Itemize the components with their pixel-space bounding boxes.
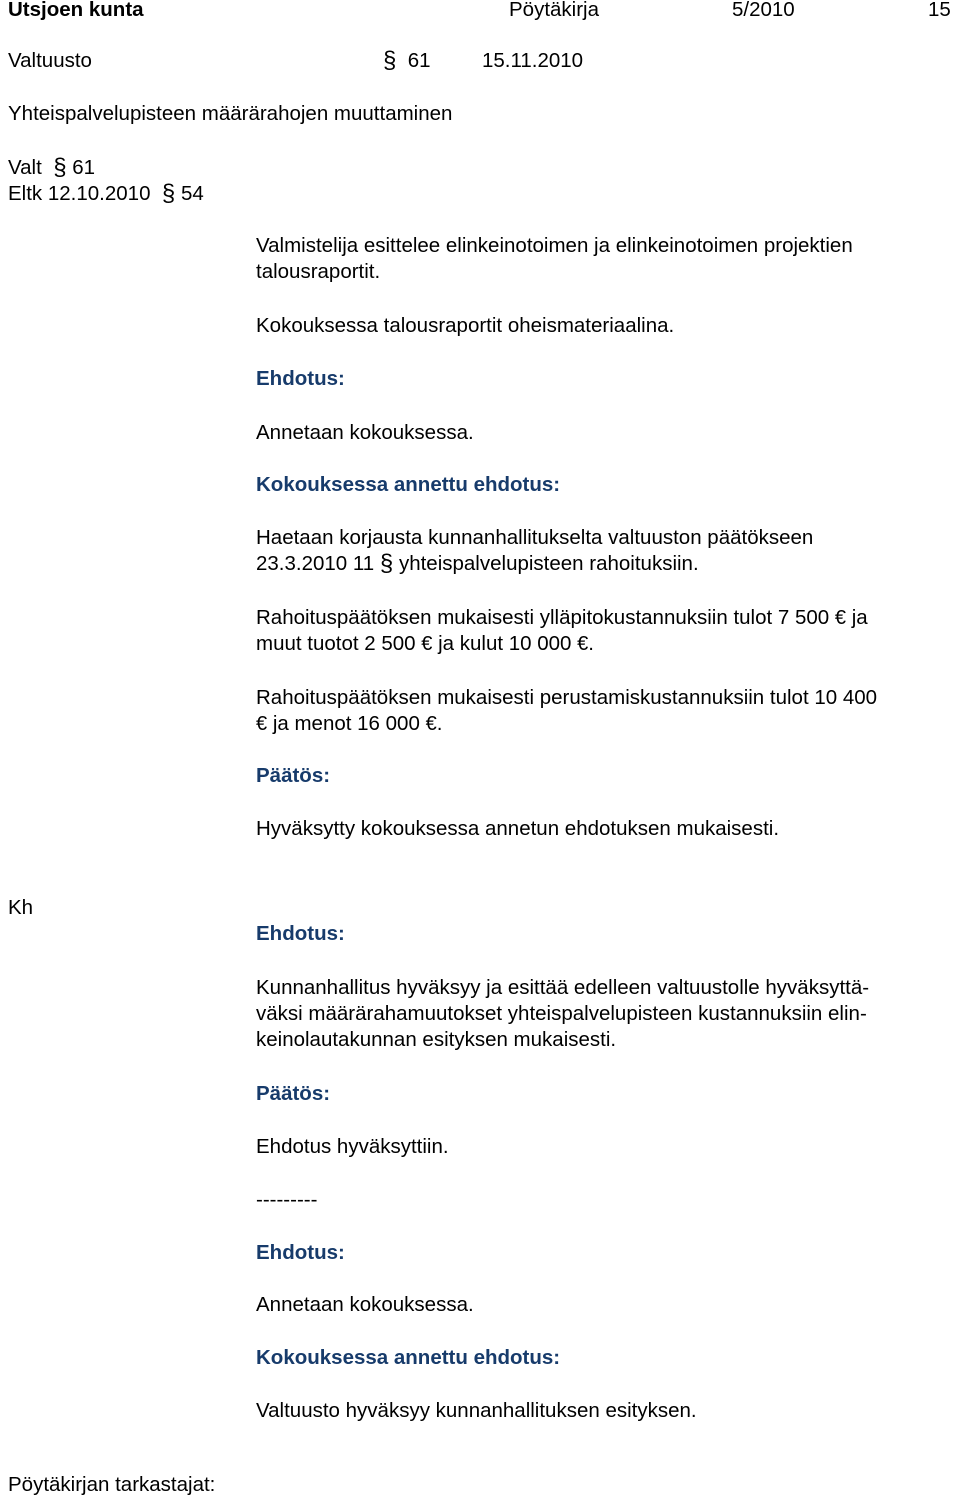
paragraph-line: 23.3.2010 11 § yhteispalvelupisteen rahoituksiin. <box>256 550 699 577</box>
item-subject: Yhteispalvelupisteen määrärahojen muuttaminen <box>8 102 453 125</box>
euro-icon: € <box>425 713 437 735</box>
paragraph-line: talousraportit. <box>256 260 381 283</box>
section-sign-icon: § <box>161 180 176 207</box>
euro-icon: € <box>421 633 433 655</box>
heading-kokouksessa-annettu-ehdotus: Kokouksessa annettu ehdotus: <box>256 473 561 496</box>
paragraph: Valtuusto hyväksyy kunnanhallituksen esityksen. <box>256 1399 697 1422</box>
paragraph-line: Rahoituspäätöksen mukaisesti ylläpitokustannuksiin tulot 7 500 € ja <box>256 606 868 629</box>
section-sign-icon: § <box>383 47 397 74</box>
meeting-body: Valtuusto <box>8 49 92 72</box>
paragraph-line: keinolautakunnan esityksen mukaisesti. <box>256 1028 617 1051</box>
document-type: Pöytäkirja <box>509 0 600 21</box>
heading-ehdotus: Ehdotus: <box>256 1241 345 1264</box>
section-number: § 61 <box>383 47 431 74</box>
euro-icon: € <box>256 713 268 735</box>
divider-dashes: --------- <box>256 1188 318 1211</box>
page-number: 15 <box>928 0 951 21</box>
paragraph-line: Haetaan korjausta kunnanhallitukselta valtuuston päätökseen <box>256 526 814 549</box>
paragraph-line: € ja menot 16 000 €. <box>256 712 443 735</box>
heading-ehdotus: Ehdotus: <box>256 367 345 390</box>
paragraph-line: muut tuotot 2 500 € ja kulut 10 000 €. <box>256 632 594 655</box>
paragraph: Annetaan kokouksessa. <box>256 421 474 444</box>
paragraph-line: väksi määrärahamuutokset yhteispalvelupisteen kustannuksiin elin- <box>256 1002 867 1025</box>
euro-icon: € <box>834 607 847 629</box>
paragraph-line: Rahoituspäätöksen mukaisesti perustamiskustannuksiin tulot 10 400 <box>256 686 878 709</box>
paragraph-line: Valmistelija esittelee elinkeinotoimen ja elinkeinotoimen projektien <box>256 234 853 257</box>
heading-kokouksessa-annettu-ehdotus: Kokouksessa annettu ehdotus: <box>256 1346 561 1369</box>
ref-valt: Valt § 61 <box>8 154 96 181</box>
paragraph: Ehdotus hyväksyttiin. <box>256 1135 449 1158</box>
heading-paatos: Päätös: <box>256 764 331 787</box>
heading-ehdotus: Ehdotus: <box>256 922 345 945</box>
document-number: 5/2010 <box>732 0 795 21</box>
paragraph: Annetaan kokouksessa. <box>256 1293 474 1316</box>
paragraph: Hyväksytty kokouksessa annetun ehdotuksen mukaisesti. <box>256 817 780 840</box>
paragraph-line: Kunnanhallitus hyväksyy ja esittää edelleen valtuustolle hyväksyttä- <box>256 976 870 999</box>
section-sign-icon: § <box>379 550 394 577</box>
section-sign-icon: § <box>53 154 67 181</box>
kh-label: Kh <box>8 896 34 919</box>
paragraph: Kokouksessa talousraportit oheismateriaalina. <box>256 314 675 337</box>
meeting-date: 15.11.2010 <box>482 49 584 72</box>
municipality-name: Utsjoen kunta <box>8 0 144 21</box>
euro-icon: € <box>577 633 589 655</box>
heading-paatos: Päätös: <box>256 1082 331 1105</box>
minutes-checkers-label: Pöytäkirjan tarkastajat: <box>8 1473 216 1496</box>
ref-eltk: Eltk 12.10.2010 § 54 <box>8 180 204 207</box>
